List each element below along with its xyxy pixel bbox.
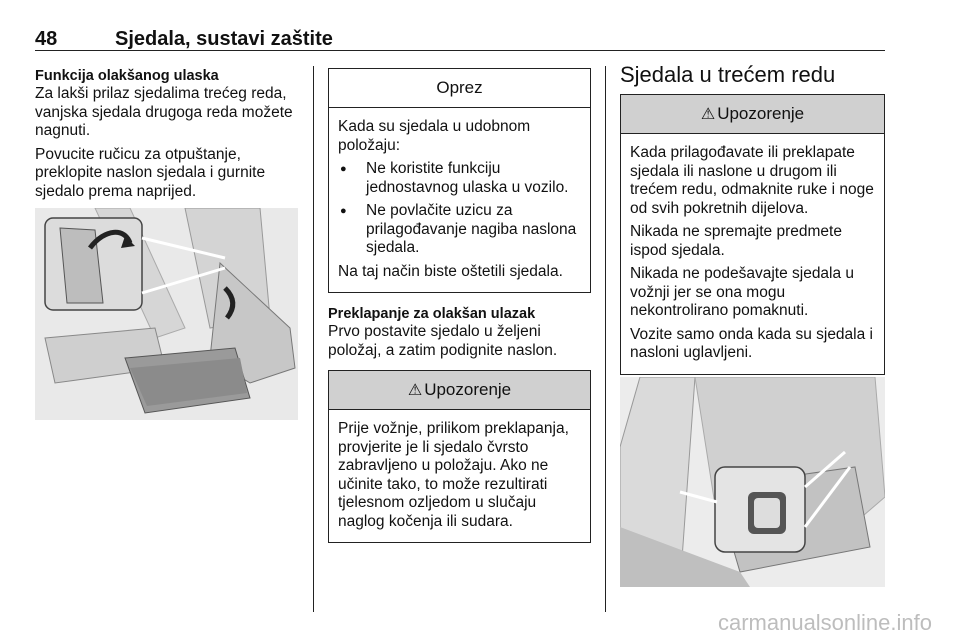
warning-title: [329, 371, 590, 410]
seat-illustration-drawing: [35, 208, 298, 420]
column-divider: [313, 66, 314, 612]
caution-outro: Na taj način biste oštetili sjedala.: [338, 262, 563, 280]
section-heading-folding: Preklapanje za olakšan ulazak: [328, 306, 536, 322]
warning-title-text: Upozorenje: [717, 104, 805, 123]
trunk-illustration-drawing: [620, 377, 885, 587]
column-2: [328, 68, 591, 543]
warning-text: Prije vožnje, prilikom preklapanja, provjerite je li sjedalo čvrsto zabravljeno u položaju. Ako ne učinite tako, to može rezultirati tjelesnom ozljedom u slučaju naglog kočenja ili sudara.: [338, 420, 569, 530]
caution-intro: Kada su sjedala u udobnom položaju:: [338, 118, 531, 154]
warning-para: Kada prilagođavate ili preklapate sjedala ili naslone u drugom ili trećem redu, odmaknite ruke i noge od svih pokretnih dijelova.: [630, 144, 874, 217]
caution-list: [338, 160, 581, 258]
column-3: [620, 62, 885, 375]
caution-title: Oprez: [329, 69, 590, 108]
caution-item: ● Ne koristite funkciju jednostavnog ulaska u vozilo.: [338, 160, 581, 197]
page-number: 48: [35, 28, 58, 50]
paragraph: Za lakši prilaz sjedalima trećeg reda, vanjska sjedala drugoga reda možete nagnuti.: [35, 85, 293, 139]
caution-item: ● Ne povlačite uzicu za prilagođavanje nagiba naslona sjedala.: [338, 202, 581, 258]
column-divider: [605, 66, 606, 612]
section-heading-easy-entry: Funkcija olakšanog ulaska: [35, 68, 219, 84]
warning-para: Nikada ne spremajte predmete ispod sjedala.: [630, 223, 842, 259]
warning-title-text: Upozorenje: [424, 380, 512, 399]
section-heading-third-row: Sjedala u trećem redu: [620, 62, 836, 87]
paragraph: Prvo postavite sjedalo u željeni položaj, a zatim podignite naslon.: [328, 323, 558, 359]
trunk-illustration: [620, 377, 885, 587]
seat-illustration: [35, 208, 298, 420]
column-1: [35, 68, 300, 206]
warning-triangle-icon: ⚠: [700, 106, 716, 123]
warning-box-third-row: [620, 94, 885, 375]
warning-triangle-icon: ⚠: [407, 382, 423, 399]
page-header: [35, 28, 885, 51]
warning-para: Vozite samo onda kada su sjedala i nasloni uglavljeni.: [630, 325, 873, 361]
caution-box: [328, 68, 591, 293]
paragraph: Povucite ručicu za otpuštanje, preklopite naslon sjedala i gurnite sjedalo prema naprijed.: [35, 145, 266, 200]
warning-box: [328, 370, 591, 543]
page-title: Sjedala, sustavi zaštite: [115, 28, 333, 50]
warning-title: [621, 95, 884, 134]
warning-para: Nikada ne podešavajte sjedala u vožnji jer se ona mogu nekontrolirano pomaknuti.: [630, 265, 855, 319]
watermark: carmanualsonline.info: [717, 610, 932, 635]
